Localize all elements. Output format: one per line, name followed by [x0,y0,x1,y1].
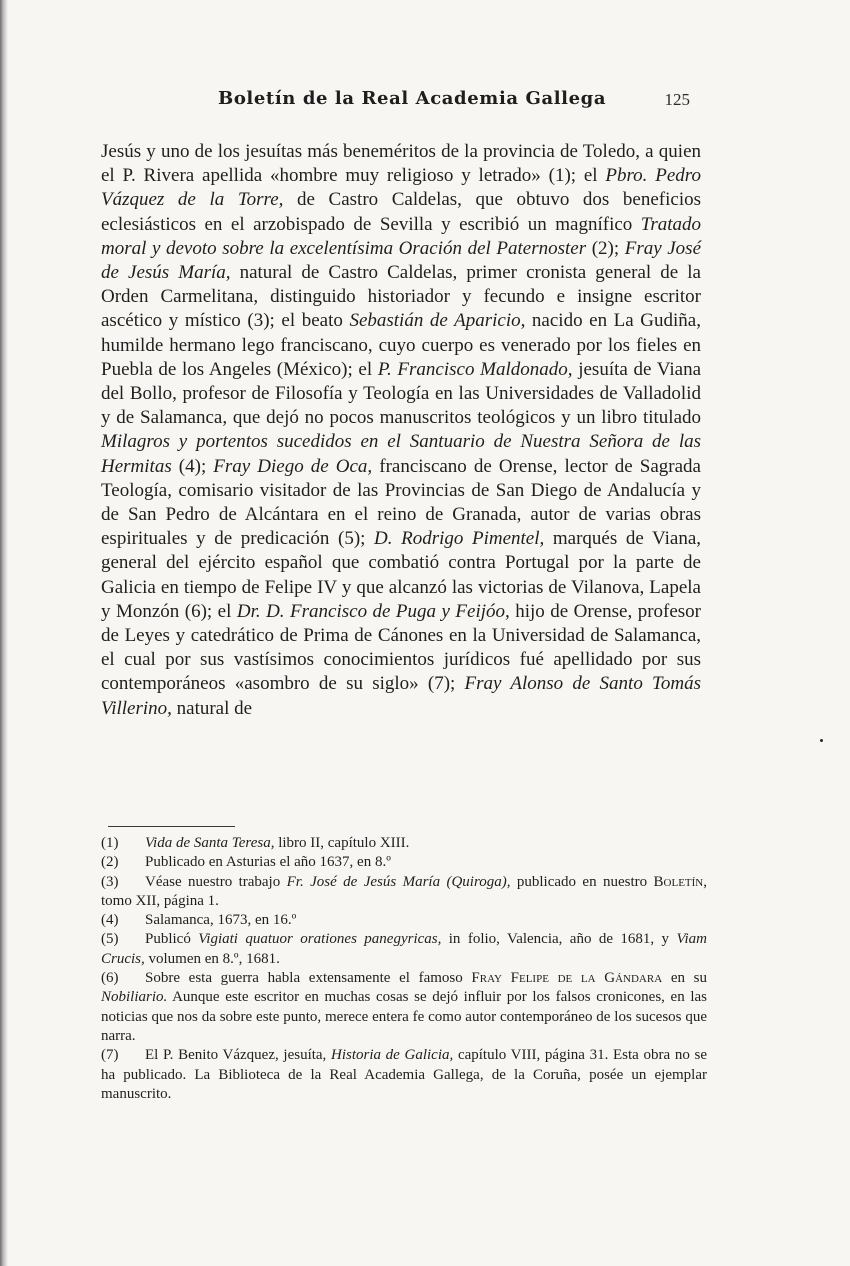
footnote-text: libro II, capítulo XIII. [274,835,410,851]
footnotes [101,834,707,1104]
footnote-marker: (7) [101,1047,119,1064]
footnote-text: El P. Benito Vázquez, jesuíta, [145,1047,331,1064]
footnote-text: Publicó [145,931,199,948]
body-text-run: de Castro Caldelas, que obtuvo dos beneficios eclesiásticos en el arzobispado de Sevilla y escribió un magnífico [101,189,701,235]
footnote-text: Publicado en Asturias el año 1637, en 8.º [145,854,391,871]
running-head [100,88,690,114]
footnote-italic: Nobiliario. [101,989,168,1006]
footnote-smallcaps: Fray Felipe de la Gándara [471,970,663,987]
footnote-3 [101,873,707,912]
footnote-italic: Vida de Santa Teresa, [145,835,275,851]
body-text-run: marqués de Viana, general del ejército español que combatió contra Portugal por la parte de Galicia en tiempo de Felipe IV y que alcanzó las victorias de Vilanova, Lapela y Monzón (6); el [101,528,702,622]
footnote-text: Aunque este escritor en muchas cosas se dejó influir por los falsos cronicones, en las noticias que nos da sobre este punto, merece entera fe como autor contemporáneo de los sucesos que narra. [101,989,707,1044]
body-paragraph [101,140,701,721]
body-italic-run: P. Francisco Maldonado, [377,358,573,380]
footnote-1 [101,834,707,853]
body-text-run: (4); [171,455,214,477]
footnote-marker: (1) [101,835,119,851]
footnote-text: Véase nuestro trabajo [145,873,287,890]
footnote-4 [101,911,707,930]
footnote-6 [101,969,707,1046]
page-number: 125 [664,90,690,109]
footnote-text: volumen en 8.º, 1681. [144,950,280,967]
footnote-marker: (5) [101,931,119,948]
footnote-marker: (2) [101,854,119,871]
body-italic-run: Pbro. Pedro Vázquez de la Torre, [101,165,701,211]
body-text-run: (2); [586,237,625,259]
main-text [101,140,701,721]
body-text-run: franciscano de Orense, lector de Sagrada Teología, comisario visitador de las Provincias de San Diego de Andalucía y de San Pedro de Alcántara en el reino de Granada, autor de varias obras espirituales y de predicación (5); [101,455,701,550]
footnote-text: publicado en nuestro [510,873,654,890]
footnote-italic: Viam Crucis, [101,931,707,967]
ink-speck [820,739,823,742]
body-italic-run: Fray Alonso de Santo Tomás Villerino, [101,673,701,719]
footnote-2 [101,853,707,872]
footnote-text: Sobre esta guerra habla extensamente el famoso [145,970,472,987]
footnote-text: capítulo VIII, página 31. Esta obra no se ha publicado. La Biblioteca de la Real Academia Gallega, de la Coruña, posée un ejemplar manuscrito. [101,1047,707,1102]
footnote-5 [101,930,707,969]
body-text-run: Jesús y uno de los jesuítas más beneméritos de la provincia de Toledo, a quien el P. Rivera apellida «hombre muy religioso y letrado» (1); el [101,141,701,187]
body-text-run: jesuíta de Viana del Bollo, profesor de Filosofía y Teología en las Universidades de Valladolid y de Salamanca, que dejó no pocos manuscritos teológicos y un libro titulado [101,358,702,429]
footnote-marker: (3) [101,873,119,890]
footnote-7 [101,1046,707,1104]
footnote-italic: Historia de Galicia, [331,1047,454,1064]
body-text-run: nacido en La Gudiña, humilde hermano lego franciscano, cuyo cuerpo es venerado por los fieles en Puebla de los Angeles (México); el [101,310,701,380]
footnote-text: in folio, Valencia, año de 1681, y [441,931,677,948]
footnote-text: tomo XII, página 1. [101,892,219,909]
body-italic-run: D. Rodrigo Pimentel, [374,528,545,550]
footnote-italic: Fr. José de Jesús María (Quiroga), [286,873,511,890]
footnote-marker: (4) [101,912,119,929]
body-text-run: hijo de Orense, profesor de Leyes y catedrático de Prima de Cánones en la Universidad de Salamanca, el cual por sus vastísimos conocimientos jurídicos fué apellidado por sus contemporáneos «asombro de su siglo» (7); [101,600,701,695]
footnote-text: Salamanca, 1673, en 16.º [145,912,297,929]
page-binding-edge [0,0,8,1266]
footnote-text: en su [662,970,708,987]
body-text-run: natural de Castro Caldelas, primer cronista general de la Orden Carmelitana, distinguido historiador y fecundo e insigne escritor ascético y místico (3); el beato [101,262,701,332]
body-italic-run: Sebastián de Aparicio, [349,310,526,332]
footnote-smallcaps: Boletín, [653,873,707,890]
body-italic-run: Fray José de Jesús María, [101,237,701,284]
footnote-divider [108,826,235,827]
body-italic-run: Milagros y portentos sucedidos en el Santuario de Nuestra Señora de las Hermitas [101,431,701,477]
body-italic-run: Fray Diego de Oca, [213,455,373,477]
footnote-marker: (6) [101,970,119,987]
body-italic-run: Dr. D. Francisco de Puga y Feijóo, [236,600,510,622]
footnote-italic: Vigiati quatuor orationes panegyricas, [198,931,442,948]
journal-title: Boletín de la Real Academia Gallega [218,88,607,109]
body-text-run: natural de [171,697,253,719]
body-italic-run: Tratado moral y devoto sobre la excelentísima Oración del Paternoster [101,213,701,259]
